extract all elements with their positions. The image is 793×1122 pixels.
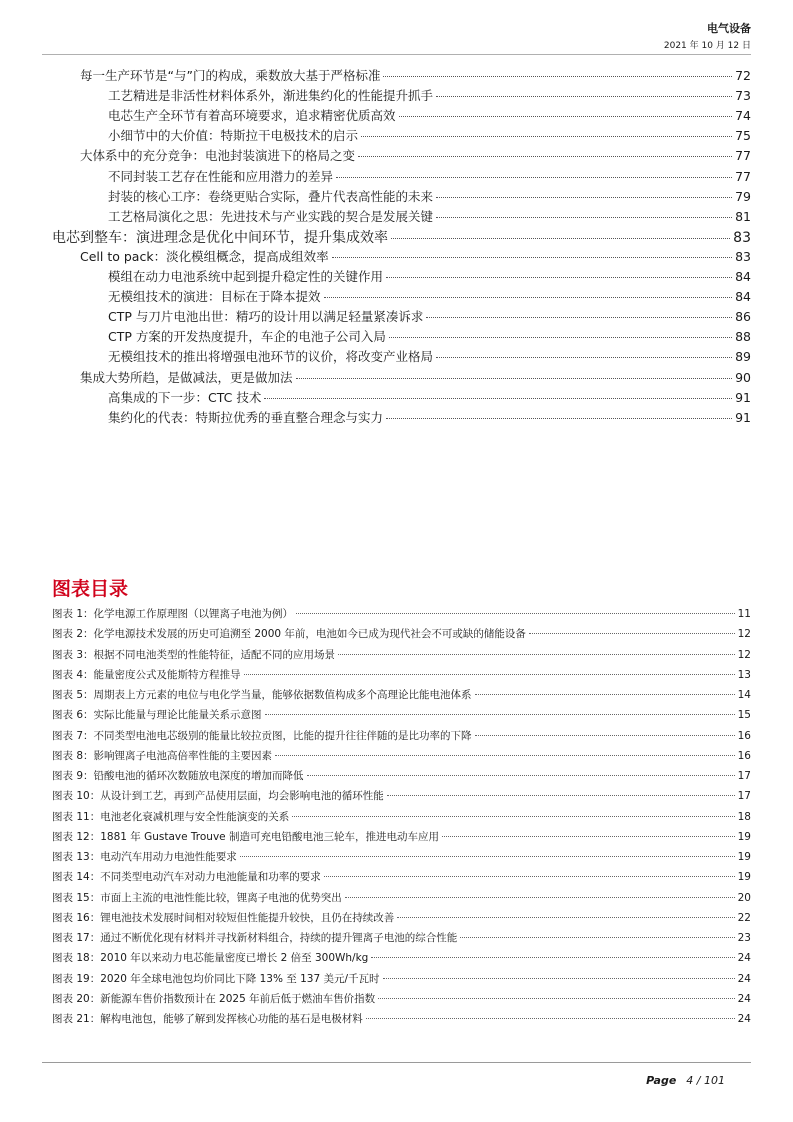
figure-entry[interactable] (52, 748, 751, 766)
toc-entry[interactable] (108, 408, 751, 428)
figure-entry-page: 13 (737, 668, 751, 681)
figure-entry[interactable] (52, 788, 751, 806)
header-category: 电气设备 (707, 22, 751, 35)
toc-entry-page: 84 (735, 269, 751, 284)
dot-leader (387, 795, 735, 796)
figure-entry-page: 24 (737, 1013, 751, 1025)
figure-entry[interactable] (52, 707, 751, 725)
dot-leader (386, 277, 732, 278)
figure-entry-page: 17 (737, 770, 751, 782)
figure-entry-page: 19 (737, 871, 751, 884)
toc-entry[interactable] (80, 247, 751, 267)
figure-entry[interactable] (52, 910, 751, 928)
figure-entry-title: 能量密度公式及能斯特方程推导 (93, 668, 241, 681)
dot-leader (240, 856, 735, 857)
page-footer (646, 1074, 725, 1087)
figure-entry[interactable] (52, 626, 751, 644)
dot-leader (296, 378, 733, 379)
dot-leader (361, 136, 732, 137)
toc-entry-page: 79 (735, 188, 751, 204)
dot-leader (436, 357, 732, 358)
dot-leader (292, 816, 734, 817)
dot-leader (358, 156, 732, 157)
dot-leader (345, 897, 735, 898)
figure-entry-title: 影响锂离子电池高倍率性能的主要因素 (93, 749, 273, 762)
figure-entry-page: 24 (737, 992, 751, 1005)
figure-entry-label: 图表 7： (52, 729, 94, 742)
toc-entry-page: 73 (735, 88, 751, 104)
toc-entry[interactable] (80, 66, 751, 86)
figure-entry-title: 锂电池技术发展时间相对较短但性能提升较快，且仍在持续改善 (100, 911, 395, 924)
toc-entry[interactable] (108, 287, 751, 307)
figure-entry-label: 图表 18： (52, 952, 101, 965)
dot-leader (383, 978, 735, 979)
figure-entry-page: 18 (737, 810, 751, 823)
figure-entry-title: 电动汽车用动力电池性能要求 (100, 851, 237, 863)
toc-entry-title: 无模组技术的演进：目标在于降本提效 (108, 289, 321, 305)
toc-entry-title: 小细节中的大价值：特斯拉干电极技术的启示 (108, 128, 359, 144)
dot-leader (244, 674, 735, 675)
dot-leader (399, 116, 733, 117)
toc-entry-title: 电芯到整车：演进理念是优化中间环节，提升集成效率 (52, 229, 388, 246)
figure-entry-page: 15 (737, 709, 751, 722)
toc-entry[interactable] (108, 207, 751, 227)
dot-leader (436, 217, 732, 218)
toc-entry[interactable] (108, 307, 751, 327)
toc-entry-title: 集成大势所趋，是做减法，更是做加法 (80, 369, 293, 385)
figure-entry-label: 图表 9： (52, 770, 94, 782)
figure-entry-page: 22 (737, 911, 751, 924)
figure-entry-title: 市面上主流的电池性能比较，锂离子电池的优势突出 (100, 891, 342, 904)
footer-divider (42, 1062, 751, 1063)
toc-entry-page: 72 (735, 68, 751, 83)
figure-entry[interactable] (52, 809, 751, 827)
figure-entry[interactable] (52, 829, 751, 847)
figure-entry[interactable] (52, 1011, 751, 1029)
toc-entry[interactable] (108, 327, 751, 347)
figure-entry-title: 铅酸电池的循环次数随放电深度的增加而降低 (93, 770, 304, 782)
toc-entry-page: 83 (733, 229, 751, 246)
figure-entry-title: 电池老化衰减机理与安全性能演变的关系 (100, 810, 290, 823)
figure-entry-label: 图表 21： (52, 1013, 101, 1025)
toc-entry-title: 高集成的下一步：CTC 技术 (108, 389, 262, 405)
dot-leader (324, 297, 733, 298)
figure-entry-title: 从设计到工艺，再到产品使用层面，均会影响电池的循环性能 (100, 790, 384, 803)
figures-list-title: 图表目录 (52, 578, 129, 600)
figure-entry-page: 12 (737, 648, 751, 661)
figure-entry-page: 20 (737, 891, 751, 904)
figure-entry-label: 图表 16： (52, 911, 101, 924)
dot-leader (386, 418, 732, 419)
toc-entry[interactable] (108, 86, 751, 106)
figure-entry-page: 23 (737, 932, 751, 944)
toc-entry-page: 86 (735, 309, 751, 325)
toc-entry-title: Cell to pack：淡化模组概念，提高成组效率 (80, 248, 329, 264)
figure-entry[interactable] (52, 971, 751, 989)
figure-entry[interactable] (52, 667, 751, 685)
figure-entry-title: 实际比能量与理论比能量关系示意图 (93, 709, 262, 722)
figure-entry-label: 图表 19： (52, 972, 101, 985)
toc-entry-title: 模组在动力电池系统中起到提升稳定性的关键作用 (108, 269, 384, 284)
figure-entry-page: 19 (737, 851, 751, 863)
figure-entry[interactable] (52, 930, 751, 948)
figure-entry-label: 图表 10： (52, 790, 101, 803)
dot-leader (264, 398, 732, 399)
dot-leader (436, 197, 732, 198)
figure-entry-title: 化学电源工作原理图（以锂离子电池为例） (93, 608, 294, 620)
dot-leader (383, 76, 732, 77)
toc-entry-title: 集约化的代表：特斯拉优秀的垂直整合理念与实力 (108, 409, 384, 425)
figure-entry-label: 图表 11： (52, 810, 101, 823)
figure-entry[interactable] (52, 890, 751, 908)
dot-leader (332, 257, 733, 258)
dot-leader (475, 735, 735, 736)
toc-entry-title: 封装的核心工序：卷绕更贴合实际，叠片代表高性能的未来 (108, 188, 434, 204)
figure-entry-label: 图表 14： (52, 871, 101, 884)
figure-entry-page: 16 (737, 729, 751, 742)
dot-leader (265, 714, 735, 715)
figure-entry-label: 图表 5： (52, 689, 94, 701)
toc-entry-title: CTP 方案的开发热度提升，车企的电池子公司入局 (108, 329, 386, 345)
dot-leader (324, 876, 735, 877)
toc-entry-title: 不同封装工艺存在性能和应用潜力的差异 (108, 168, 334, 184)
dot-leader (436, 96, 732, 97)
toc-entry-title: CTP 与刀片电池出世：精巧的设计用以满足轻量紧凑诉求 (108, 309, 424, 325)
figure-entry-title: 不同类型电池电芯级别的能量比较拉贡图，比能的提升往往伴随的是比功率的下降 (93, 729, 472, 742)
figure-entry-label: 图表 17： (52, 932, 101, 944)
figure-entry-label: 图表 6： (52, 709, 94, 722)
figure-entry-title: 1881 年 Gustave Trouve 制造可充电铅酸电池三轮车，推进电动车应用 (100, 830, 439, 843)
figure-entry[interactable] (52, 991, 751, 1009)
dot-leader (391, 238, 730, 239)
figure-entry[interactable] (52, 768, 751, 786)
figure-entry-page: 19 (737, 830, 751, 843)
dot-leader (389, 337, 732, 338)
figure-entry-title: 根据不同电池类型的性能特征，适配不同的应用场景 (93, 648, 336, 661)
toc-entry-page: 74 (735, 108, 751, 124)
figure-entry-page: 12 (737, 628, 751, 641)
toc-entry-page: 91 (735, 409, 751, 425)
dot-leader (296, 613, 735, 614)
dot-leader (529, 633, 735, 634)
figure-entry-page: 14 (737, 689, 751, 701)
figure-entry[interactable] (52, 869, 751, 887)
dot-leader (442, 836, 735, 837)
toc-entry-page: 77 (735, 168, 751, 184)
toc-entry[interactable] (52, 227, 751, 247)
dot-leader (307, 775, 735, 776)
toc-entry[interactable] (108, 106, 751, 126)
toc-entry-page: 84 (735, 289, 751, 305)
toc-entry-title: 电芯生产全环节有着高环境要求，追求精密优质高效 (108, 108, 396, 124)
figure-entry-title: 通过不断优化现有材料并寻找新材料组合，持续的提升锂离子电池的综合性能 (100, 932, 458, 944)
figure-entry-page: 17 (737, 790, 751, 803)
figure-entry-title: 解构电池包，能够了解到发挥核心功能的基石是电极材料 (100, 1013, 363, 1025)
dot-leader (338, 654, 735, 655)
dot-leader (460, 937, 734, 938)
dot-leader (397, 917, 734, 918)
figure-entry-label: 图表 13： (52, 851, 101, 863)
figure-entry-label: 图表 15： (52, 891, 101, 904)
dot-leader (366, 1018, 735, 1019)
figure-entry-title: 2010 年以来动力电芯能量密度已增长 2 倍至 300Wh/kg (100, 952, 369, 965)
dot-leader (426, 317, 732, 318)
figure-entry-label: 图表 2： (52, 628, 94, 641)
toc-entry-page: 88 (735, 329, 751, 345)
figure-entry-title: 新能源车售价指数预计在 2025 年前后低于燃油车售价指数 (100, 992, 376, 1005)
dot-leader (275, 755, 735, 756)
toc-entry-page: 91 (735, 389, 751, 405)
toc-entry[interactable] (108, 167, 751, 187)
figure-entry-page: 16 (737, 749, 751, 762)
dot-leader (371, 957, 734, 958)
figure-entry-title: 不同类型电动汽车对动力电池能量和功率的要求 (100, 871, 321, 884)
figure-entry-page: 11 (737, 608, 751, 620)
page-number: 4 / 101 (686, 1074, 725, 1087)
figure-entry-title: 2020 年全球电池包均价同比下降 13% 至 137 美元/千瓦时 (100, 972, 380, 985)
toc-entry[interactable] (80, 368, 751, 388)
toc-entry-title: 无模组技术的推出将增强电池环节的议价，将改变产业格局 (108, 349, 434, 365)
figure-entry[interactable] (52, 849, 751, 867)
figure-entry[interactable] (52, 950, 751, 968)
figure-entry-label: 图表 8： (52, 749, 94, 762)
dot-leader (378, 998, 735, 999)
header-divider (42, 54, 751, 55)
figure-entry[interactable] (52, 687, 751, 705)
toc-entry-title: 每一生产环节是“与”门的构成，乘数放大基于严格标准 (80, 68, 381, 83)
toc-entry-page: 75 (735, 128, 751, 144)
figure-entry-label: 图表 1： (52, 608, 94, 620)
toc-entry-title: 工艺格局演化之思：先进技术与产业实践的契合是发展关键 (108, 208, 434, 224)
header-date: 2021 年 10 月 12 日 (663, 41, 751, 51)
figure-entry[interactable] (52, 606, 751, 624)
figure-entry-label: 图表 12： (52, 830, 101, 843)
figure-entry-label: 图表 3： (52, 648, 94, 661)
toc-entry[interactable] (80, 146, 751, 166)
toc-entry[interactable] (108, 126, 751, 146)
toc-entry-page: 81 (735, 208, 751, 224)
toc-entry[interactable] (108, 347, 751, 367)
toc-entry-page: 83 (735, 248, 751, 264)
page-label: Page (646, 1074, 677, 1087)
toc-entry-title: 大体系中的充分竞争：电池封装演进下的格局之变 (80, 148, 356, 164)
toc-entry-page: 77 (735, 148, 751, 164)
figure-entry-page: 24 (737, 972, 751, 985)
figure-entry-page: 24 (737, 952, 751, 965)
dot-leader (336, 177, 732, 178)
toc-entry-page: 90 (735, 369, 751, 385)
figure-entry-label: 图表 4： (52, 668, 94, 681)
figure-entry-title: 化学电源技术发展的历史可追溯至 2000 年前，电池如今已成为现代社会不可或缺的储能设备 (93, 628, 526, 641)
toc-entry[interactable] (108, 187, 751, 207)
figure-entry[interactable] (52, 728, 751, 746)
toc-entry[interactable] (108, 267, 751, 287)
dot-leader (475, 694, 735, 695)
toc-entry-title: 工艺精进是非活性材料体系外，渐进集约化的性能提升抓手 (108, 88, 434, 104)
figure-entry[interactable] (52, 647, 751, 665)
figure-entry-title: 周期表上方元素的电位与电化学当量，能够依据数值构成多个高理论比能电池体系 (93, 689, 472, 701)
toc-entry[interactable] (108, 388, 751, 408)
toc-entry-page: 89 (735, 349, 751, 365)
figure-entry-label: 图表 20： (52, 992, 101, 1005)
